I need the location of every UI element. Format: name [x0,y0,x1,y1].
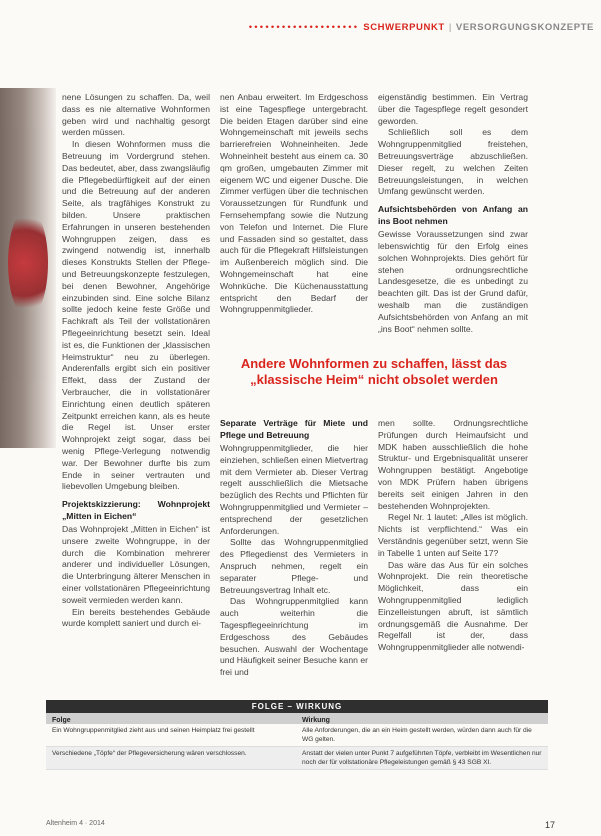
table-row [46,747,548,770]
table-header-cell: Wirkung [302,717,330,724]
text-column-2-lower [220,418,368,693]
paragraph: nene Lösungen zu schaffen. Da, weil dass es nie alternative Wohnformen geben wird und nachhaltig gesorgt werden müssen. [62,92,210,138]
paragraph: nen Anbau erweitert. Im Erdgeschoss ist eine Tagespflege untergebracht. Die beiden Etagen darüber sind eine Wohngemeinschaft mit jeweils sechs barrierefreien Wohneinheiten. Jede Wohneinheit besteht aus einem ca. 30 qm großen, umgebauten Zimmer mit eigenem WC und eigener Dusche. Die Zimmer verfügen über die technischen Voraussetzungen für Rundfunk und Fernsehempfang sowie die Nutzung von Telefon und Internet. Die Flure und Fassaden sind so gestaltet, dass auch für die Pflegekraft Hilfsleistungen im Außenbereich möglich sind. Die Wohngemeinschaft hat eine Wohnküche. Die Küchenausstattung entspricht den Bedarf der Wohngruppenmitglieder. [220,92,368,315]
table-cell: Alle Anforderungen, die an ein Heim gestellt werden, würden dann auch für die WG gelten. [302,727,532,743]
table-cell: Verschiedene „Töpfe“ der Pflegeversicherung wären verschlossen. [52,750,247,757]
subheading: Projektskizzierung: Wohnprojekt „Mitten in Eichen“ [62,499,210,521]
article-photo [0,88,56,448]
header-dots: •••••••••••••••••••• [248,21,360,33]
table-cell: Ein Wohngruppenmitglied zieht aus und seinen Heimplatz frei gestellt [52,727,255,734]
paragraph: In diesen Wohnformen muss die Betreuung im Vordergrund stehen. Das bedeutet, aber, dass zwangsläufig die Pflegebedürftigkeit auf der einen und die Betreuung auf der anderen Seite, als tragfähiges Konstrukt zu bilden. Unsere praktischen Erfahrungen in unseren bestehenden Wohngruppen zeigen, dass es zwingend notwendig ist, innerhalb dieses Konstrukts Stellen der Pflege- und Betreuungskonzepte festzulegen, bei denen Bewohner, Angehörige einzubinden sind. Eine solche Bilanz sollte jedoch keine feste Größe und Fachkraft als Teil der vollstationären Pflegeeinrichtung besetzt sein. Ideal ist es, die Funktionen der „klassischen Heimstruktur“ neu zu überlegen. Anderenfalls ergibt sich ein positiver Effekt, dass der Zustand der Verbraucher, die in vollstationärer Einrichtung einen deutlich späteren Zeitpunkt erreichen kann, als es heute die Regel ist. Unser erster Wohnprojekt zeigt sogar, dass bei wenig Pflege-Verlegung notwendig war. Der Bewohner durfte bis zum Ende in seiner vertrauten und liebevollen Umgebung bleiben. [62,139,210,492]
subheading: Aufsichtsbehörden von Anfang an ins Boot nehmen [378,204,528,226]
section-label: SCHWERPUNKT [363,21,445,33]
table-body [46,724,548,770]
consequence-table [46,700,548,790]
text-column-3-lower [378,418,528,693]
paragraph: Wohngruppenmitglieder, die hier einziehen, schließen einen Mietvertrag mit dem Vermieter ab. Dieser Vertrag regelt ausschließlich die Mietsache bezüglich des Rechts und Pflichten für Wohngruppenmitglied und Vermieter – entsprechend der gesetzlichen Anforderungen. [220,443,368,536]
table-header-row [46,713,548,724]
page-number: 17 [544,820,555,830]
topic-label: VERSORGUNGSKONZEPTE [455,21,594,33]
paragraph: Das Wohnprojekt „Mitten in Eichen“ ist unsere zweite Wohngruppe, in der durch die Kombination mehrerer anderer und individueller Lösungen, die Unterbringung älterer Menschen in einer vollstationären Pflegeeinrichtung soweit vermieden werden kann. [62,524,210,605]
text-column-2 [220,92,368,352]
paragraph: eigenständig bestimmen. Ein Vertrag über die Tagespflege regelt gesondert geworden. [378,92,528,126]
text-column-3 [378,92,528,352]
pull-quote: Andere Wohnformen zu schaffen, lässt das „klassische Heim“ nicht obsolet werden [240,356,508,387]
paragraph: Ein bereits bestehendes Gebäude wurde komplett saniert und durch ei- [62,606,210,629]
table-cell: Anstatt der vielen unter Punkt 7 aufgeführten Töpfe, verbleibt im Wesentlichen nur noch der für vollstationäre Pflegeleistungen gemäß § 43 SGB XI. [302,750,542,766]
paragraph: Das Wohngruppenmitglied kann auch weiterhin die Tagespflegeeinrichtung im Erdgeschoss des Gebäudes besuchen. Auswahl der Wochentage und Häufigkeit seiner Besuche kann er frei und [220,596,368,678]
subheading: Separate Verträge für Miete und Pflege und Betreuung [220,418,368,440]
paragraph: men sollte. Ordnungsrechtliche Prüfungen durch Heimaufsicht und MDK haben ausschließlich die hohe Struktur- und Ergebnisqualität unserer Wohngruppen bestätigt. Angebotige von MDK Prüfern haben übrigens bereits seit einigen Jahren in den bestehenden Wohnprojekten. [378,418,528,511]
paragraph: Gewisse Voraussetzungen sind zwar lebenswichtig für den Erfolg eines solchen Wohnprojekts. Dies gehört für stehen ordnungsrechtliche Landesgesetze, die es unbedingt zu beachten gilt. Das ist der Grund dafür, weshalb man die zuständigen Aufsichtsbehörden von Anfang an mit „ins Boot“ nehmen sollte. [378,229,528,334]
paragraph: Regel Nr. 1 lautet: „Alles ist möglich. Nichts ist verpflichtend.“ Was ein Verständnis gegenüber setzt, wenn Sie in Tabelle 1 unten auf Seite 17? [378,512,528,558]
table-title: FOLGE – WIRKUNG [46,700,548,713]
page-header [118,20,594,34]
magazine-footer: Altenheim 4 · 2014 [46,820,105,827]
table-row [46,724,548,747]
table-header-cell: Folge [52,717,71,724]
paragraph: Das wäre das Aus für ein solches Wohnprojekt. Die rein theoretische Möglichkeit, dass ein Wohngruppenmitglied lediglich Einzelleistungen abruft, ist sämtlich ordnungsgemäß die Ausnahme. Der Regelfall ist der, dass Wohngruppenmitglieder alle notwendi- [378,559,528,653]
paragraph: Schließlich soll es dem Wohngruppenmitglied freistehen, Betreuungsverträge abzuschließen. Dieser regelt, zu welchen Zeiten Betreuungsleistungen, in welchen Umfang gewünscht werden. [378,127,528,197]
paragraph: Sollte das Wohngruppenmitglied des Pflegedienst des Vermieters in Anspruch nehmen, regelt ein separater Pflege- und Betreuungsvertrag Inhalt etc. [220,537,368,595]
text-column-1 [62,92,210,692]
header-separator: | [448,21,452,33]
